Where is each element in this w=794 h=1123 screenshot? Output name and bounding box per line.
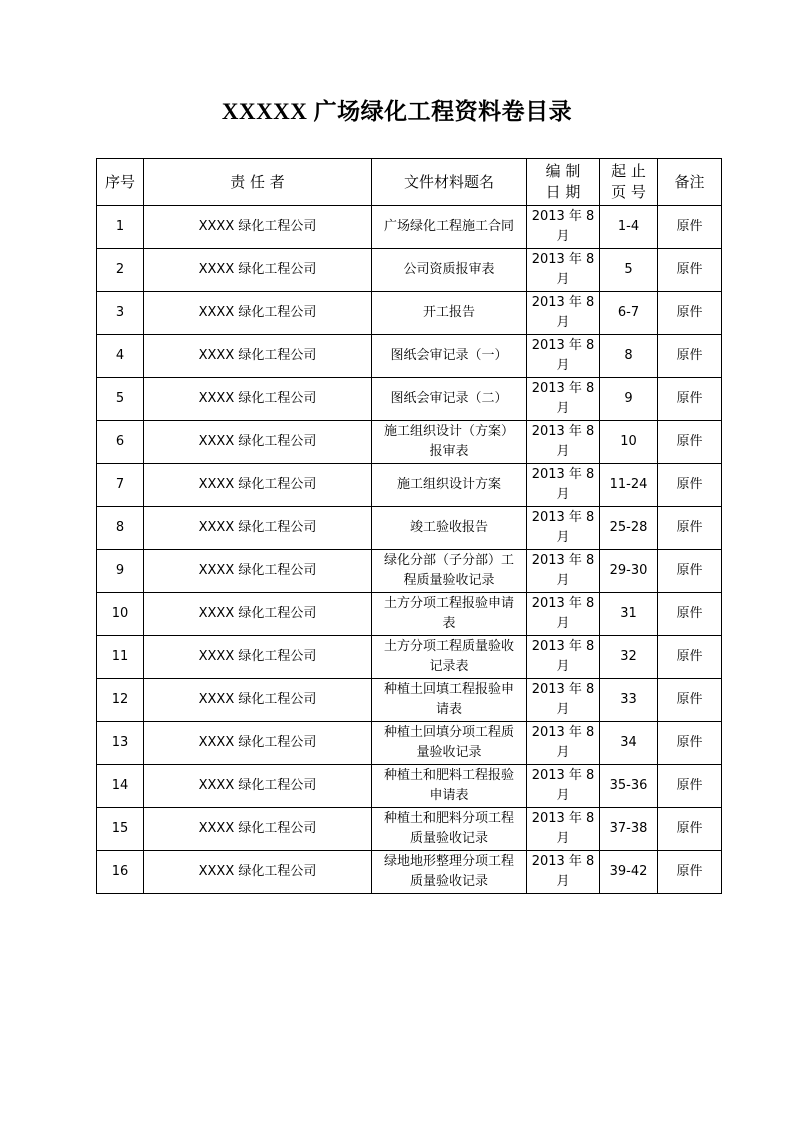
header-pages <box>600 159 658 206</box>
row-remarks: 原件 <box>658 249 722 292</box>
row-pages: 5 <box>600 249 658 292</box>
row-remarks: 原件 <box>658 378 722 421</box>
row-remarks: 原件 <box>658 292 722 335</box>
row-seq: 12 <box>97 679 144 722</box>
row-doc-title: 施工组织设计方案 <box>372 464 527 507</box>
row-date: 2013 年 8月 <box>527 292 600 335</box>
row-remarks: 原件 <box>658 464 722 507</box>
row-seq: 6 <box>97 421 144 464</box>
row-responsible: XXXX 绿化工程公司 <box>144 464 372 507</box>
row-date: 2013 年 8月 <box>527 593 600 636</box>
table-row <box>97 249 722 292</box>
table-row <box>97 335 722 378</box>
row-responsible: XXXX 绿化工程公司 <box>144 292 372 335</box>
header-date-line2: 日 期 <box>545 183 581 201</box>
row-doc-title: 种植土和肥料工程报验申请表 <box>372 765 527 808</box>
row-responsible: XXXX 绿化工程公司 <box>144 378 372 421</box>
row-seq: 2 <box>97 249 144 292</box>
row-doc-title: 种植土回填分项工程质量验收记录 <box>372 722 527 765</box>
row-seq: 14 <box>97 765 144 808</box>
row-pages: 39-42 <box>600 851 658 894</box>
row-seq: 7 <box>97 464 144 507</box>
table-row <box>97 292 722 335</box>
row-doc-title: 开工报告 <box>372 292 527 335</box>
row-seq: 9 <box>97 550 144 593</box>
row-date: 2013 年 8月 <box>527 421 600 464</box>
table-row <box>97 507 722 550</box>
row-date: 2013 年 8月 <box>527 722 600 765</box>
page-title: XXXXX 广场绿化工程资料卷目录 <box>221 99 573 124</box>
row-date: 2013 年 8月 <box>527 636 600 679</box>
header-date <box>527 159 600 206</box>
row-seq: 4 <box>97 335 144 378</box>
table-row <box>97 722 722 765</box>
row-remarks: 原件 <box>658 808 722 851</box>
row-date: 2013 年 8月 <box>527 206 600 249</box>
row-responsible: XXXX 绿化工程公司 <box>144 507 372 550</box>
row-responsible: XXXX 绿化工程公司 <box>144 206 372 249</box>
row-seq: 16 <box>97 851 144 894</box>
row-seq: 11 <box>97 636 144 679</box>
row-remarks: 原件 <box>658 679 722 722</box>
row-doc-title: 广场绿化工程施工合同 <box>372 206 527 249</box>
row-doc-title: 种植土和肥料分项工程质量验收记录 <box>372 808 527 851</box>
row-responsible: XXXX 绿化工程公司 <box>144 249 372 292</box>
row-date: 2013 年 8月 <box>527 679 600 722</box>
row-date: 2013 年 8月 <box>527 335 600 378</box>
row-remarks: 原件 <box>658 206 722 249</box>
header-seq: 序号 <box>97 159 144 206</box>
row-doc-title: 图纸会审记录（二） <box>372 378 527 421</box>
row-pages: 34 <box>600 722 658 765</box>
table-row <box>97 636 722 679</box>
row-seq: 8 <box>97 507 144 550</box>
table-row <box>97 765 722 808</box>
row-pages: 10 <box>600 421 658 464</box>
header-doc-title: 文件材料题名 <box>372 159 527 206</box>
row-responsible: XXXX 绿化工程公司 <box>144 550 372 593</box>
row-date: 2013 年 8月 <box>527 249 600 292</box>
row-doc-title: 竣工验收报告 <box>372 507 527 550</box>
header-pages-line2: 页 号 <box>611 183 646 201</box>
row-remarks: 原件 <box>658 636 722 679</box>
header-row <box>97 159 722 206</box>
row-responsible: XXXX 绿化工程公司 <box>144 421 372 464</box>
row-responsible: XXXX 绿化工程公司 <box>144 808 372 851</box>
row-seq: 15 <box>97 808 144 851</box>
row-remarks: 原件 <box>658 765 722 808</box>
row-doc-title: 土方分项工程报验申请表 <box>372 593 527 636</box>
row-remarks: 原件 <box>658 593 722 636</box>
row-responsible: XXXX 绿化工程公司 <box>144 722 372 765</box>
row-responsible: XXXX 绿化工程公司 <box>144 765 372 808</box>
row-pages: 32 <box>600 636 658 679</box>
table-row <box>97 593 722 636</box>
row-pages: 9 <box>600 378 658 421</box>
row-doc-title: 公司资质报审表 <box>372 249 527 292</box>
table-row <box>97 378 722 421</box>
row-doc-title: 土方分项工程质量验收记录表 <box>372 636 527 679</box>
row-seq: 13 <box>97 722 144 765</box>
row-date: 2013 年 8月 <box>527 378 600 421</box>
row-responsible: XXXX 绿化工程公司 <box>144 636 372 679</box>
row-responsible: XXXX 绿化工程公司 <box>144 679 372 722</box>
row-date: 2013 年 8月 <box>527 765 600 808</box>
row-remarks: 原件 <box>658 550 722 593</box>
table-row <box>97 808 722 851</box>
row-doc-title: 种植土回填工程报验申请表 <box>372 679 527 722</box>
row-remarks: 原件 <box>658 335 722 378</box>
row-date: 2013 年 8月 <box>527 851 600 894</box>
row-date: 2013 年 8月 <box>527 808 600 851</box>
table-row <box>97 550 722 593</box>
table-row <box>97 464 722 507</box>
row-doc-title: 施工组织设计（方案）报审表 <box>372 421 527 464</box>
row-pages: 6-7 <box>600 292 658 335</box>
row-pages: 1-4 <box>600 206 658 249</box>
table-row <box>97 851 722 894</box>
row-remarks: 原件 <box>658 421 722 464</box>
row-seq: 10 <box>97 593 144 636</box>
row-seq: 5 <box>97 378 144 421</box>
row-pages: 31 <box>600 593 658 636</box>
row-doc-title: 绿地地形整理分项工程质量验收记录 <box>372 851 527 894</box>
row-doc-title: 绿化分部（子分部）工程质量验收记录 <box>372 550 527 593</box>
row-date: 2013 年 8月 <box>527 464 600 507</box>
catalog-table <box>96 158 722 894</box>
table-row <box>97 421 722 464</box>
row-pages: 8 <box>600 335 658 378</box>
row-pages: 33 <box>600 679 658 722</box>
row-remarks: 原件 <box>658 507 722 550</box>
row-pages: 29-30 <box>600 550 658 593</box>
header-pages-line1: 起 止 <box>611 162 646 180</box>
row-date: 2013 年 8月 <box>527 550 600 593</box>
header-date-line1: 编 制 <box>545 162 581 180</box>
row-pages: 11-24 <box>600 464 658 507</box>
header-remarks: 备注 <box>658 159 722 206</box>
row-responsible: XXXX 绿化工程公司 <box>144 335 372 378</box>
row-responsible: XXXX 绿化工程公司 <box>144 851 372 894</box>
table-row <box>97 206 722 249</box>
row-seq: 3 <box>97 292 144 335</box>
row-pages: 37-38 <box>600 808 658 851</box>
row-pages: 25-28 <box>600 507 658 550</box>
row-remarks: 原件 <box>658 722 722 765</box>
table-row <box>97 679 722 722</box>
row-doc-title: 图纸会审记录（一） <box>372 335 527 378</box>
row-date: 2013 年 8月 <box>527 507 600 550</box>
header-responsible: 责 任 者 <box>144 159 372 206</box>
row-seq: 1 <box>97 206 144 249</box>
row-pages: 35-36 <box>600 765 658 808</box>
row-remarks: 原件 <box>658 851 722 894</box>
row-responsible: XXXX 绿化工程公司 <box>144 593 372 636</box>
